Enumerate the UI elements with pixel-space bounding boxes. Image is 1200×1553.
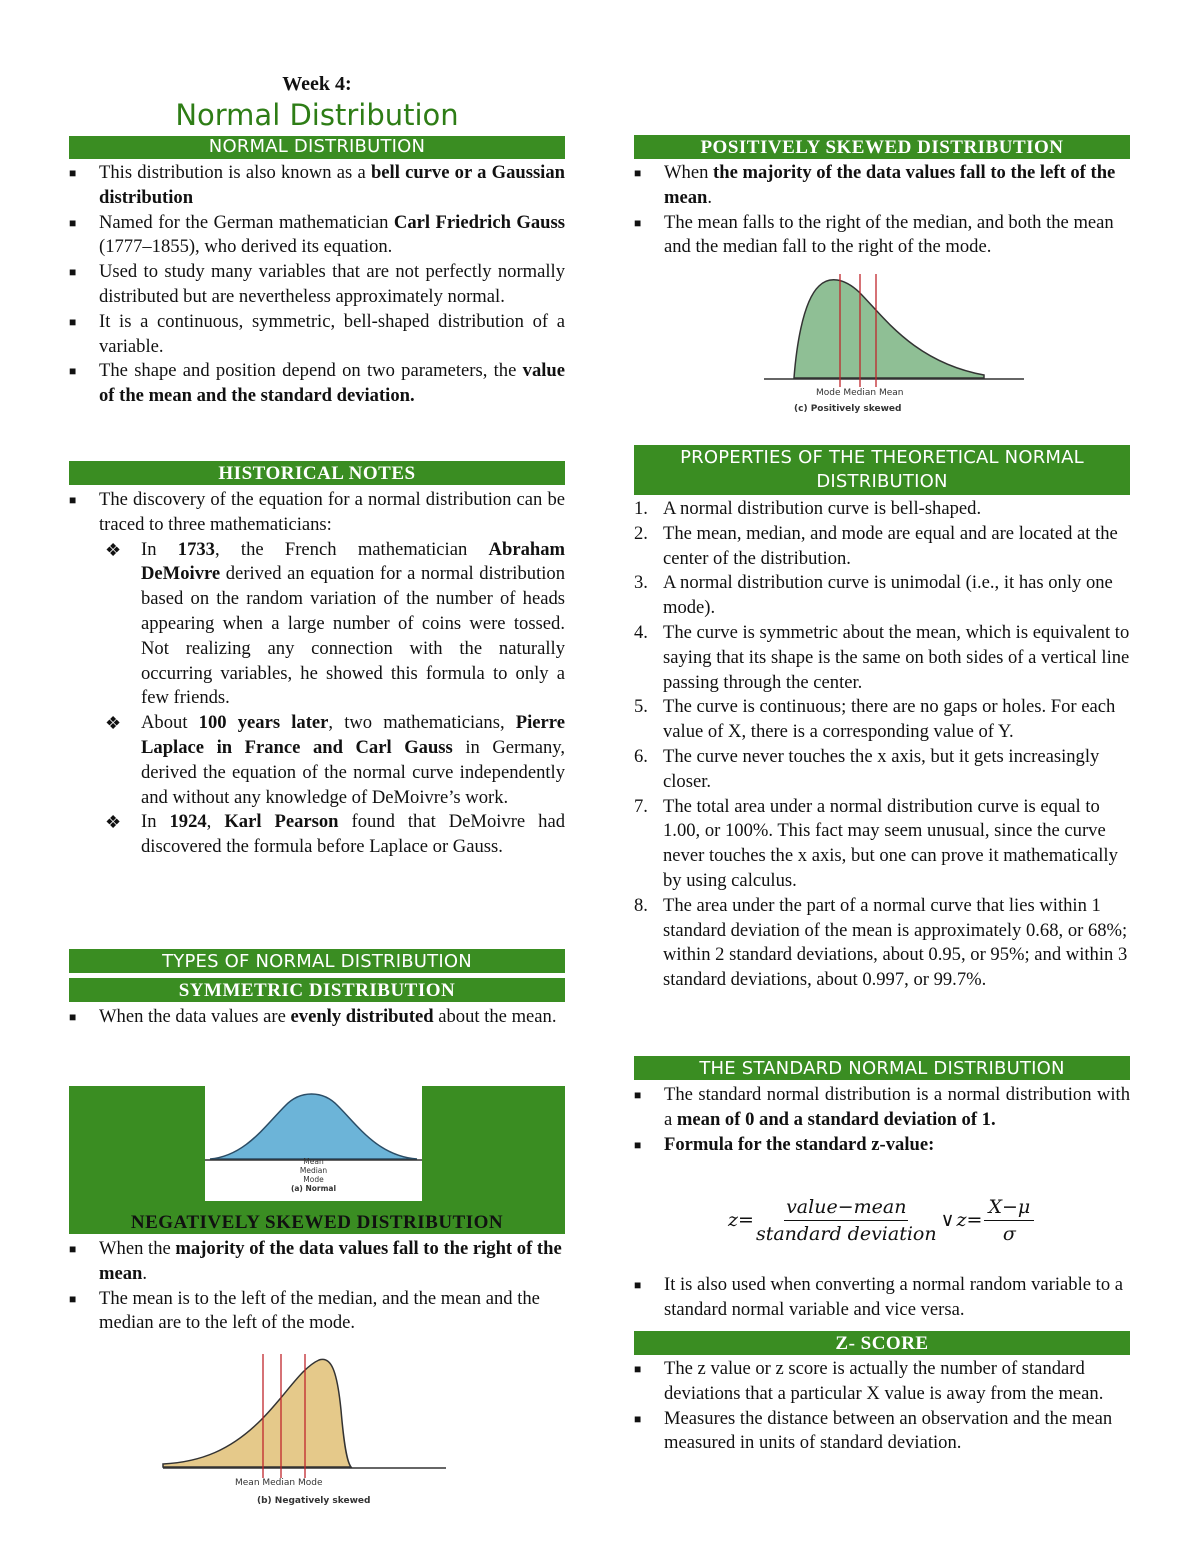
square-bullet-icon: ■	[634, 215, 642, 230]
normal-curve-figure	[205, 1086, 422, 1201]
symmetric-figure-panel	[69, 1086, 565, 1234]
list-item: ■ Formula for the standard z-value:	[634, 1133, 1130, 1158]
square-bullet-icon: ■	[69, 166, 77, 180]
figure-label-median: Median	[299, 1166, 328, 1175]
normal-distribution-bullets	[69, 161, 565, 409]
formula-z2: z=	[956, 1209, 983, 1231]
property-number: 4.	[634, 621, 648, 643]
list-item: ■ The standard normal distribution is a normal distribution with a mean of 0 and a standard deviation of 1.	[634, 1084, 1130, 1130]
square-bullet-icon: ■	[69, 215, 77, 230]
property-text: The curve never touches the x axis, but it gets increasingly closer.	[663, 745, 1100, 792]
list-item: ■ It is a continuous, symmetric, bell-shaped distribution of a variable.	[69, 310, 565, 357]
section-heading-types: TYPES OF NORMAL DISTRIBUTION	[69, 949, 565, 973]
negative-skew-curve-icon	[161, 1350, 451, 1515]
square-bullet-icon: ■	[634, 1137, 642, 1152]
section-heading-historical-notes: HISTORICAL NOTES	[69, 461, 565, 485]
section-heading-symmetric: SYMMETRIC DISTRIBUTION	[69, 978, 565, 1002]
list-item: ■ The mean is to the left of the median, and the mean and the median are to the left of the mode.	[69, 1287, 540, 1334]
diamond-bullet-icon: ❖	[105, 812, 122, 833]
square-bullet-icon: ■	[69, 1291, 77, 1306]
property-text: A normal distribution curve is bell-shaped.	[663, 498, 982, 519]
list-item: ■ The mean falls to the right of the median, and both the mean and the median fall to the right of the mode.	[634, 211, 1114, 258]
figure-caption: (c) Positively skewed	[794, 404, 902, 414]
list-item: ■ The discovery of the equation for a normal distribution can be traced to three mathematicians:	[69, 489, 565, 535]
property-item	[634, 894, 1130, 993]
negative-skew-bullets	[69, 1237, 565, 1336]
standard-normal-bullets-2	[634, 1273, 1130, 1323]
property-item	[634, 621, 1130, 695]
sub-list-item: ❖ About 100 years later, two mathematicians, Pierre Laplace in France and Carl Gauss in Germany, derived the equation of the normal curve independently and without any knowledge of DeMoivre’s work.	[105, 712, 565, 808]
property-number: 3.	[634, 572, 648, 594]
section-heading-z-score: Z- SCORE	[634, 1331, 1130, 1355]
property-item	[634, 745, 1130, 795]
week-label: Week 4:	[282, 73, 352, 95]
property-number: 6.	[634, 745, 648, 767]
formula-numerator-1: value−mean	[784, 1194, 908, 1221]
property-item	[634, 497, 1130, 522]
historical-notes-bullets	[69, 488, 565, 860]
list-item: ■ This distribution is also known as a bell curve or a Gaussian distribution	[69, 162, 565, 208]
square-bullet-icon: ■	[69, 1010, 77, 1024]
symmetric-bullets	[69, 1005, 565, 1030]
property-text: The mean, median, and mode are equal and are located at the center of the distribution.	[663, 522, 1118, 569]
list-item: ■ The z value or z score is actually the number of standard deviations that a particular X value is away from the mean.	[634, 1358, 1104, 1404]
z-score-bullets	[634, 1357, 1130, 1456]
square-bullet-icon: ■	[634, 1411, 642, 1426]
figure-labels: Mean Median Mode	[235, 1478, 323, 1488]
section-heading-normal-distribution: NORMAL DISTRIBUTION	[69, 136, 565, 159]
list-item: ■ Used to study many variables that are not perfectly normally distributed but are nevertheless approximately normal.	[69, 261, 565, 307]
property-number: 2.	[634, 522, 648, 544]
sub-list-item: ❖ In 1924, Karl Pearson found that DeMoivre had discovered the formula before Laplace or Gauss.	[105, 811, 565, 858]
property-item	[634, 695, 1130, 745]
list-item: ■ When the majority of the data values fall to the left of the mean.	[634, 162, 1116, 208]
property-number: 8.	[634, 894, 648, 916]
property-text: The area under the part of a normal curve that lies within 1 standard deviation of the mean is approximately 0.68, or 68%; within 2 standard deviations, about 0.95, or 95%; and within 3 standard deviations, about 0.997, or 99.7%.	[663, 894, 1128, 991]
section-heading-properties: PROPERTIES OF THE THEORETICAL NORMAL DISTRIBUTION	[634, 445, 1130, 495]
property-text: The curve is continuous; there are no gaps or holes. For each value of X, there is a corresponding value of Y.	[663, 696, 1116, 743]
formula-or: ∨	[940, 1209, 955, 1231]
square-bullet-icon: ■	[69, 265, 77, 280]
property-text: A normal distribution curve is unimodal (i.e., it has only one mode).	[663, 572, 1113, 619]
figure-labels: Mode Median Mean	[816, 388, 904, 398]
section-heading-negative: NEGATIVELY SKEWED DISTRIBUTION	[130, 1212, 504, 1233]
square-bullet-icon: ■	[634, 166, 642, 180]
list-item: ■ When the data values are evenly distributed about the mean.	[69, 1005, 565, 1030]
diamond-bullet-icon: ❖	[105, 539, 122, 560]
page-title: Normal Distribution	[175, 98, 459, 132]
properties-list	[634, 497, 1130, 993]
positive-skew-figure	[764, 272, 1034, 422]
list-item: ■ Named for the German mathematician Carl Friedrich Gauss (1777–1855), who derived its equation.	[69, 211, 565, 258]
figure-label-mean: Mean	[303, 1157, 324, 1166]
property-text: The total area under a normal distribution curve is equal to 1.00, or 100%. This fact may seem unusual, since the curve never touches the x axis, but one can prove it mathematically by using calculus.	[663, 795, 1118, 891]
list-item: ■ When the majority of the data values fall to the right of the mean.	[69, 1238, 562, 1284]
square-bullet-icon: ■	[634, 1278, 642, 1292]
standard-normal-bullets	[634, 1083, 1130, 1157]
section-heading-positive: POSITIVELY SKEWED DISTRIBUTION	[634, 135, 1130, 159]
section-heading-standard-normal: THE STANDARD NORMAL DISTRIBUTION	[634, 1056, 1130, 1080]
positive-skew-bullets	[634, 161, 1130, 260]
negative-skew-figure	[161, 1350, 451, 1515]
z-value-formula	[728, 1192, 1036, 1248]
square-bullet-icon: ■	[634, 1362, 642, 1376]
property-text: The curve is symmetric about the mean, which is equivalent to saying that its shape is the same on both sides of a vertical line passing through the center.	[663, 621, 1130, 693]
formula-denominator-1: standard deviation	[755, 1222, 937, 1245]
square-bullet-icon: ■	[69, 493, 77, 507]
formula-denominator-2: σ	[1002, 1222, 1016, 1245]
formula-numerator-2: X−μ	[984, 1194, 1034, 1221]
square-bullet-icon: ■	[69, 314, 77, 329]
list-item: ■ The shape and position depend on two parameters, the value of the mean and the standard deviation.	[69, 360, 565, 407]
figure-label-mode: Mode	[303, 1175, 324, 1184]
list-item: ■ It is also used when converting a normal random variable to a standard normal variable and vice versa.	[634, 1274, 1124, 1320]
property-item	[634, 571, 1130, 621]
positive-skew-curve-icon	[764, 272, 1034, 422]
square-bullet-icon: ■	[69, 1242, 77, 1256]
property-item	[634, 795, 1130, 894]
property-number: 1.	[634, 498, 648, 519]
figure-caption: (b) Negatively skewed	[257, 1496, 371, 1506]
sub-list-item: ❖ In 1733, the French mathematician Abraham DeMoivre derived an equation for a normal distribution based on the random variation of the number of heads appearing when a large number of coins were tossed. Not realizing any connection with the naturally occurring variables, he showed this formula to only a few friends.	[105, 538, 565, 709]
property-item	[634, 522, 1130, 572]
square-bullet-icon: ■	[69, 364, 77, 379]
list-item: ■ Measures the distance between an observation and the mean measured in units of standard deviation.	[634, 1407, 1113, 1454]
property-number: 7.	[634, 795, 648, 817]
formula-z1: z=	[728, 1209, 754, 1231]
figure-caption: (a) Normal	[290, 1184, 337, 1193]
diamond-bullet-icon: ❖	[105, 713, 122, 734]
property-number: 5.	[634, 696, 648, 718]
square-bullet-icon: ■	[634, 1088, 642, 1102]
